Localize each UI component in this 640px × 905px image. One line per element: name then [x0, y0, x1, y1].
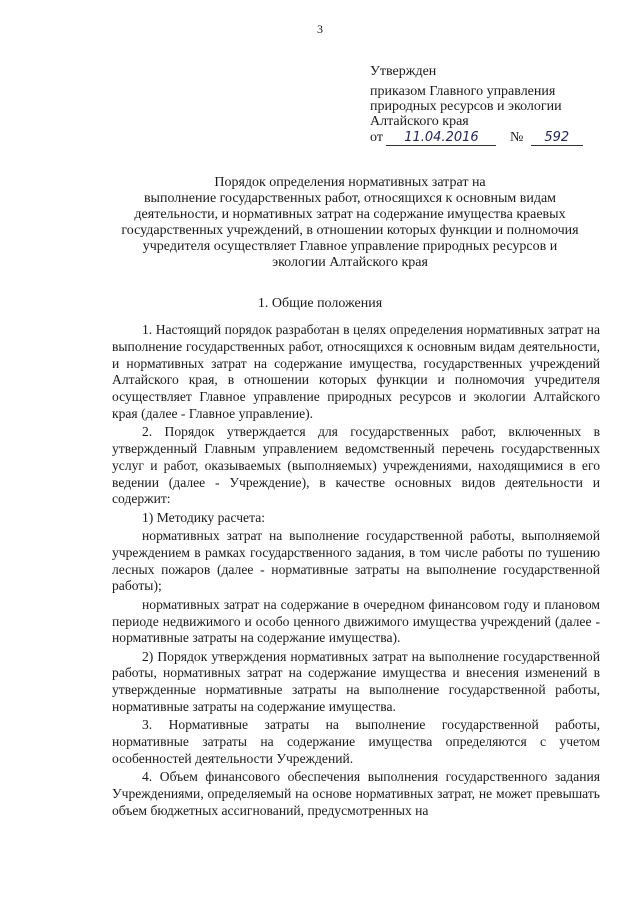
- paragraph: 3. Нормативные затраты на выполнение государственной работы, нормативные затраты на содержание имущества определяются с учетом особенностей деятельности Учреждений.: [112, 717, 600, 766]
- handwritten-date: 11.04.2016: [386, 131, 496, 146]
- paragraph: 2) Порядок утверждения нормативных затрат на выполнение государственной работы, нормативных затрат на содержание имущества и внесения изменений в утвержденные нормативные затраты на выполнение государственной работы, нормативные затраты на содержание имущества.: [112, 648, 600, 715]
- paragraph: 1. Настоящий порядок разработан в целях определения нормативных затрат на выполнение государственных работ, относящихся к основным видам деятельности, и нормативных затрат на содержание имущества, государственных учреждений Алтайского края, в отношении которых функции и полномочия учредителя осуществляет Главное управление природных ресурсов и экологии Алтайского края (далее - Главное управление).: [112, 322, 600, 421]
- paragraph: нормативных затрат на содержание в очередном финансовом году и плановом периоде недвижимого и особо ценного движимого имущества учреждений (далее - нормативные затраты на содержание имущества).: [112, 596, 600, 646]
- paragraph: 1) Методику расчета:: [142, 509, 266, 525]
- document-body: [112, 322, 600, 820]
- paragraph: нормативных затрат на выполнение государственной работы, выполняемой учреждением в рамках государственного задания, в том числе работы по тушению лесных пожаров (далее - нормативные затраты на выполнение государственной работы);: [112, 528, 600, 594]
- paragraph: 4. Объем финансового обеспечения выполнения государственного задания Учреждениями, определяемый на основе нормативных затрат, не может превышать объем бюджетных ассигнований, предусмотренных на: [112, 769, 600, 818]
- date-prefix: от: [370, 130, 383, 145]
- number-prefix: №: [509, 130, 524, 145]
- approval-date-row: [370, 130, 620, 146]
- approval-line: природных ресурсов и экологии: [370, 99, 562, 114]
- title-line: деятельности, и нормативных затрат на содержание имущества краевых: [134, 207, 566, 222]
- approval-line: Алтайского края: [370, 114, 469, 129]
- page-number: 3: [317, 22, 323, 36]
- title-line: учредителя осуществляет Главное управление природных ресурсов и: [142, 239, 558, 254]
- title-line: государственных учреждений, в отношении которых функции и полномочия: [121, 223, 579, 238]
- title-line: Порядок определения нормативных затрат на: [214, 175, 486, 190]
- title-line: экологии Алтайского края: [272, 255, 428, 270]
- approval-line: приказом Главного управления: [370, 84, 556, 99]
- approval-stamp-block: [370, 64, 620, 146]
- section-heading: 1. Общие положения: [257, 296, 383, 311]
- paragraph: 2. Порядок утверждается для государственных работ, включенных в утвержденный Главным управлением ведомственный перечень государственных услуг и работ, оказываемых (выполняемых) учреждениями, находящимися в его ведении (далее - Учреждение), в качестве основных видов деятельности и содержит:: [112, 424, 600, 507]
- document-title: [100, 175, 600, 271]
- title-line: выполнение государственных работ, относящихся к основным видам: [143, 191, 557, 206]
- approval-heading: Утвержден: [370, 64, 437, 79]
- handwritten-order-number: 592: [531, 131, 583, 146]
